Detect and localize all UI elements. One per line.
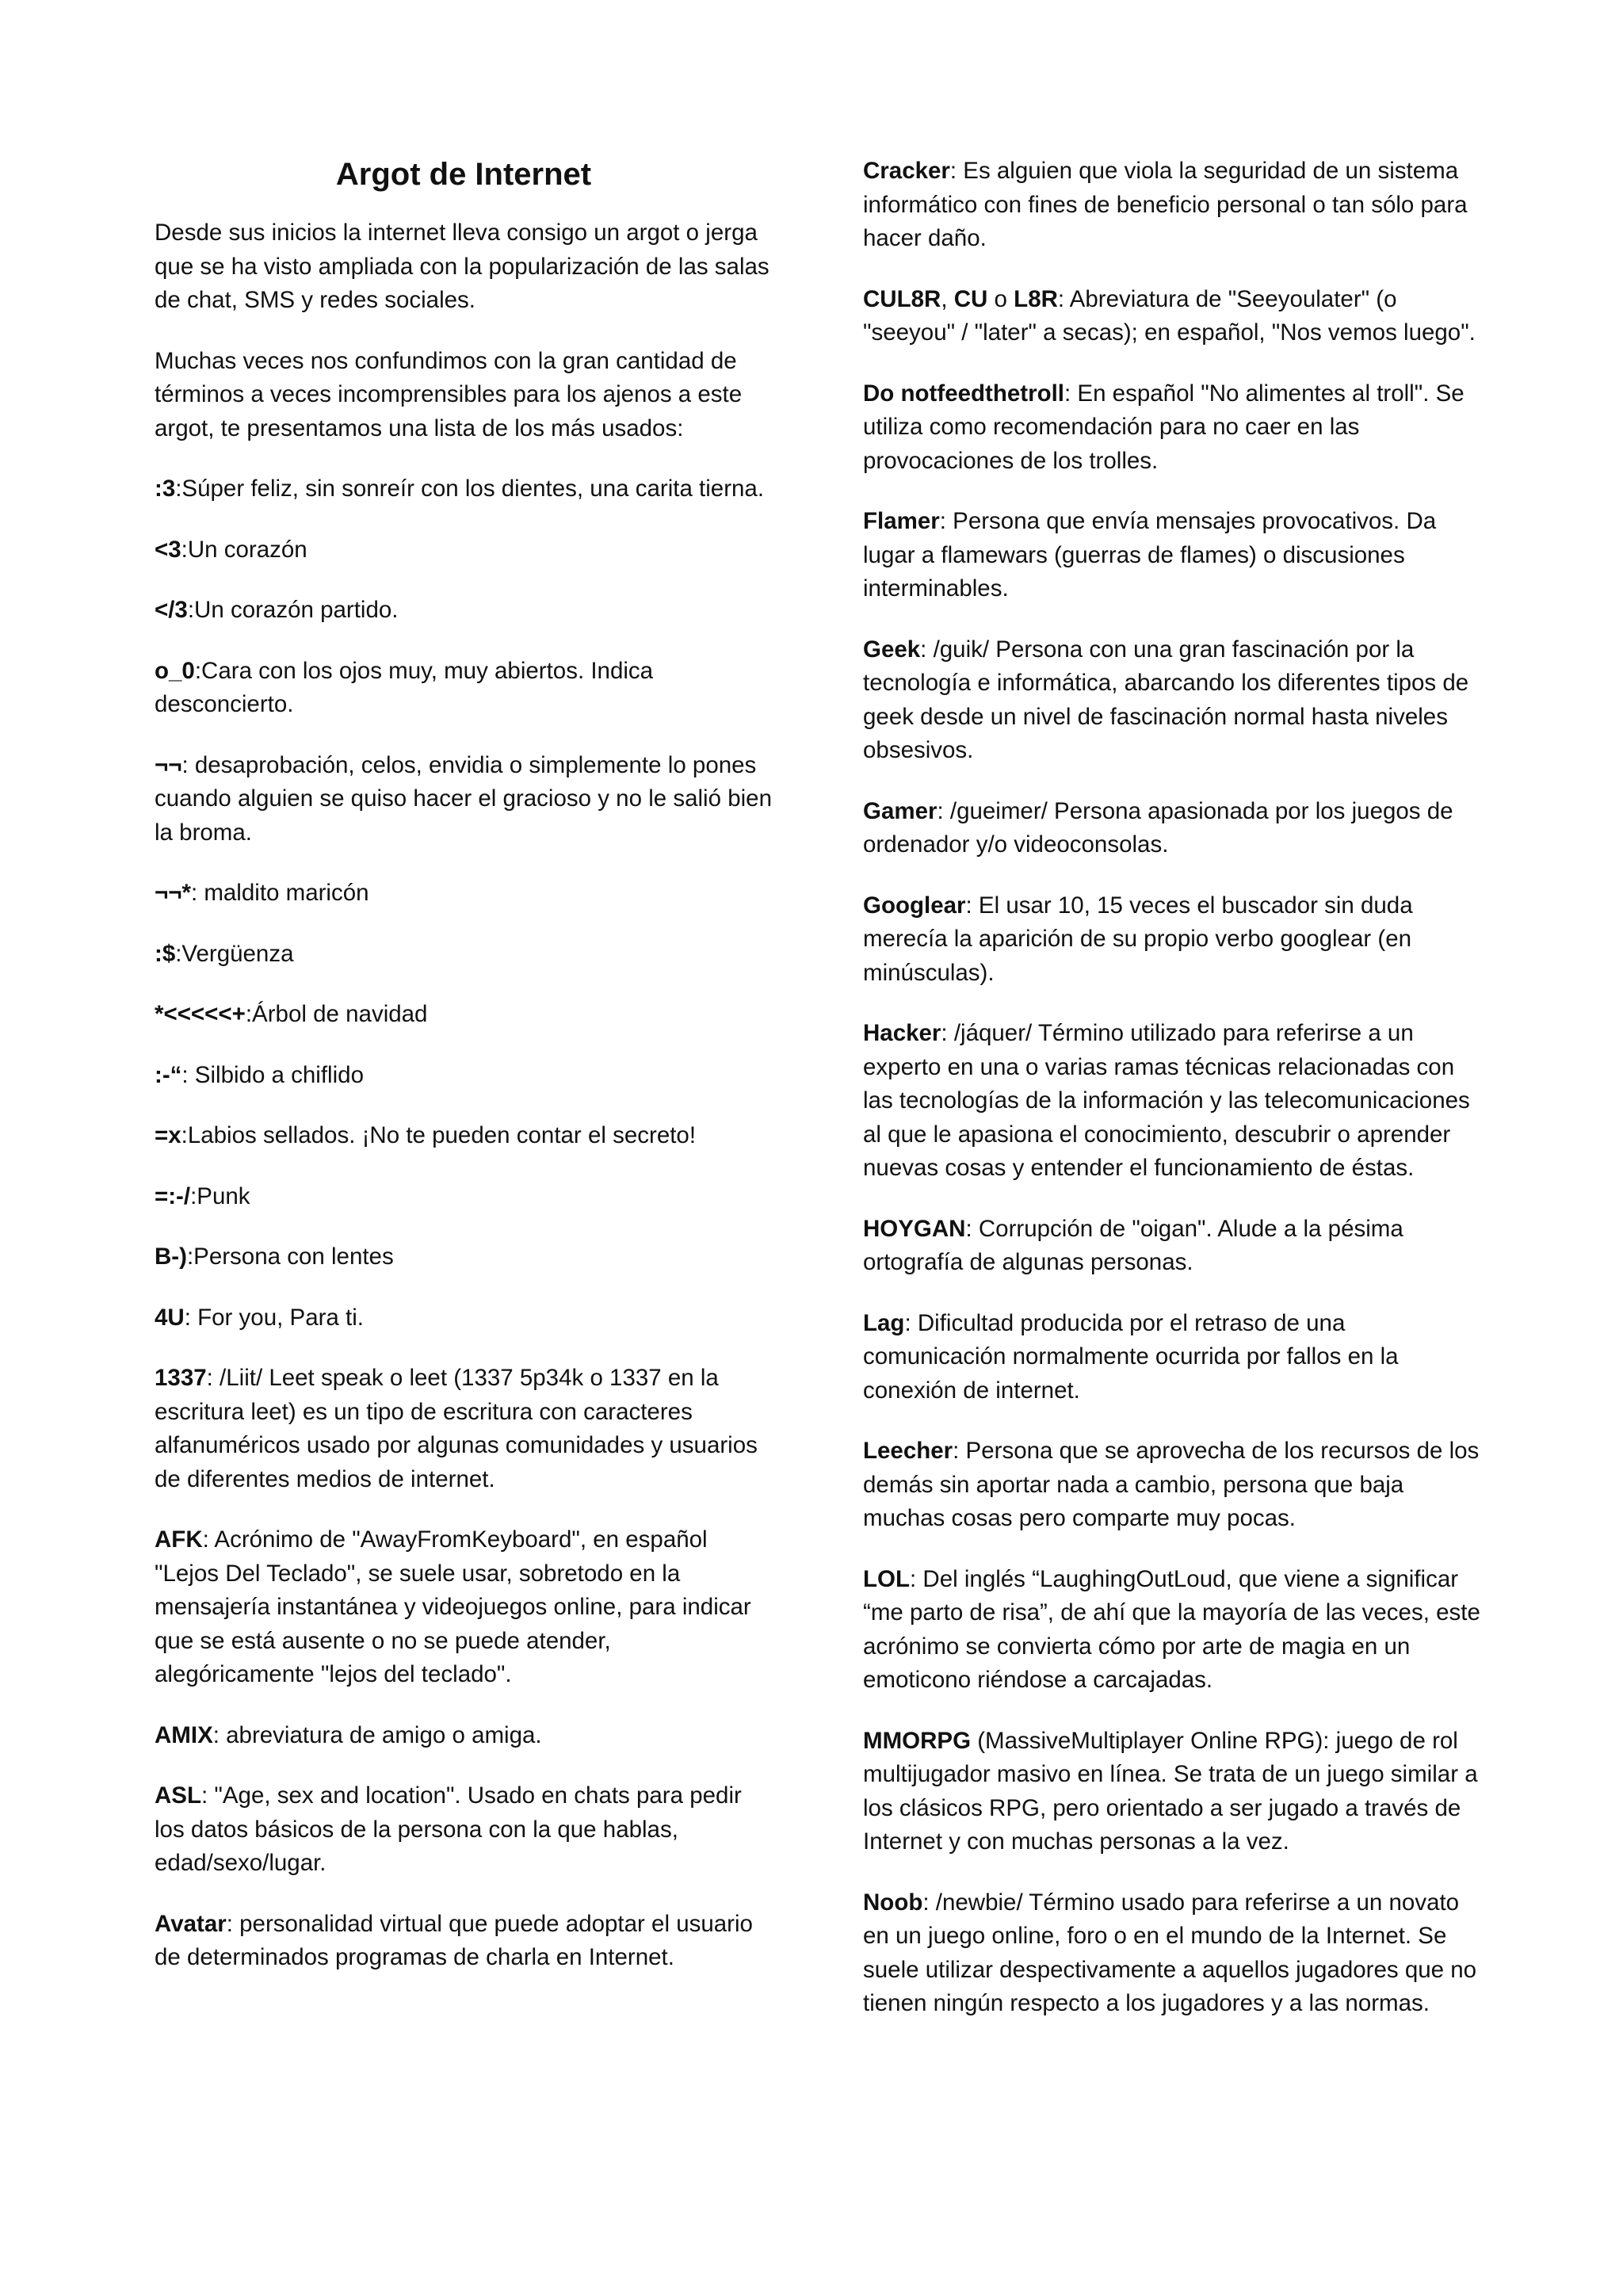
glossary-definition: : /guik/ Persona con una gran fascinación por la tecnología e informática, abarcando los diferentes tipos de geek desde un nivel de fascinación normal hasta niveles obsesivos. <box>863 636 1469 763</box>
glossary-definition: : abreviatura de amigo o amiga. <box>212 1721 542 1748</box>
glossary-term: Geek <box>863 636 921 663</box>
glossary-entry <box>155 594 773 628</box>
glossary-definition: :Un corazón partido. <box>187 597 399 623</box>
glossary-list-left <box>155 472 773 1975</box>
glossary-term: Cracker <box>863 158 950 184</box>
glossary-entry <box>155 1180 773 1214</box>
glossary-term: CUL8R <box>863 285 941 312</box>
glossary-entry <box>155 1240 773 1274</box>
glossary-entry <box>863 889 1481 991</box>
glossary-entry <box>155 877 773 911</box>
glossary-entry <box>155 1362 773 1496</box>
glossary-entry <box>155 1523 773 1692</box>
glossary-entry <box>863 377 1481 479</box>
glossary-term: L8R <box>1014 285 1058 312</box>
glossary-definition: :Cara con los ojos muy, muy abiertos. Indica desconcierto. <box>155 657 654 717</box>
glossary-definition: : Persona que se aprovecha de los recursos de los demás sin aportar nada a cambio, persona que baja muchas cosas pero comparte muy pocas. <box>863 1438 1480 1531</box>
glossary-definition: : desaprobación, celos, envidia o simplemente lo pones cuando alguien se quiso hacer el gracioso y no le salió bien la broma. <box>155 751 772 846</box>
glossary-definition: : Dificultad producida por el retraso de una comunicación normalmente ocurrida por fallos en la conexión de internet. <box>863 1309 1399 1404</box>
glossary-definition: :Labios sellados. ¡No te pueden contar el secreto! <box>181 1122 697 1148</box>
glossary-entry <box>863 155 1481 256</box>
glossary-definition: :Súper feliz, sin sonreír con los dientes, una carita tierna. <box>175 476 765 502</box>
glossary-definition: : Es alguien que viola la seguridad de un sistema informático con fines de beneficio personal o tan sólo para hacer daño. <box>863 158 1468 251</box>
glossary-definition: : /gueimer/ Persona apasionada por los juegos de ordenador y/o videoconsolas. <box>863 797 1453 858</box>
glossary-entry <box>863 1563 1481 1698</box>
glossary-term: Do notfeedthetroll <box>863 380 1065 407</box>
glossary-term: Hacker <box>863 1020 941 1046</box>
glossary-term: :-“ <box>155 1061 182 1088</box>
glossary-term: :3 <box>155 476 176 502</box>
glossary-definition: : /Liit/ Leet speak o leet (1337 5p34k o 1337 en la escritura leet) es un tipo de escritura con caracteres alfanuméricos usado por algunas comunidades y usuarios de diferentes medios de internet. <box>155 1365 758 1492</box>
glossary-entry <box>863 283 1481 350</box>
glossary-term: =x <box>155 1122 181 1148</box>
glossary-definition: : Del inglés “LaughingOutLoud, que viene a significar “me parto de risa”, de ahí que la mayoría de las veces, este acrónimo se convierta cómo por arte de magia en un emoticono riéndose a carcajadas. <box>863 1565 1480 1693</box>
glossary-entry <box>863 1307 1481 1408</box>
glossary-definition: : /jáquer/ Término utilizado para referirse a un experto en una o varias ramas técnicas relacionadas con las tecnologías de la información y las telecomunicaciones al que le apasiona el conocimiento, descubrir o aprender nuevas cosas y entender el funcionamiento de éstas. <box>863 1020 1470 1181</box>
glossary-entry <box>863 505 1481 606</box>
glossary-definition: : Silbido a chiflido <box>181 1061 364 1088</box>
glossary-entry <box>155 998 773 1032</box>
glossary-term: MMORPG <box>863 1727 972 1754</box>
intro-paragraph: Muchas veces nos confundimos con la gran cantidad de términos a veces incomprensibles para los ajenos a este argot, te presentamos una lista de los más usados: <box>155 347 743 441</box>
glossary-term: Noob <box>863 1889 923 1916</box>
glossary-entry <box>155 472 773 506</box>
glossary-term: Gamer <box>863 797 938 824</box>
glossary-list-right <box>863 155 1481 2021</box>
glossary-entry <box>155 533 773 567</box>
glossary-term: ¬¬* <box>155 880 191 906</box>
glossary-entry <box>863 1886 1481 2021</box>
glossary-term: HOYGAN <box>863 1215 966 1242</box>
glossary-definition: : For you, Para ti. <box>184 1304 364 1331</box>
page-title: Argot de Internet <box>335 157 592 192</box>
glossary-entry <box>155 1719 773 1753</box>
glossary-term: =:-/ <box>155 1182 191 1209</box>
glossary-term: B-) <box>155 1244 187 1270</box>
term-separator: , <box>941 285 954 312</box>
glossary-entry <box>155 1059 773 1093</box>
glossary-definition: (MassiveMultiplayer Online RPG): juego de rol multijugador masivo en línea. Se trata de un juego similar a los clásicos RPG, pero orientado a ser jugado a través de Internet y con muchas personas a la vez. <box>863 1727 1478 1855</box>
glossary-definition: :Vergüenza <box>175 940 294 967</box>
intro-paragraph: Desde sus inicios la internet lleva consigo un argot o jerga que se ha visto ampliada con la popularización de las salas de chat, SMS y redes sociales. <box>155 220 769 313</box>
glossary-entry <box>155 655 773 722</box>
glossary-term: 4U <box>155 1304 185 1331</box>
glossary-term: Googlear <box>863 892 966 919</box>
glossary-entry <box>155 749 773 850</box>
glossary-entry <box>155 1301 773 1335</box>
glossary-term: :$ <box>155 940 176 967</box>
glossary-term: Lag <box>863 1309 905 1336</box>
glossary-definition: : Abreviatura de "Seeyoulater" (o "seeyou" / "later" a secas); en español, "Nos vemos luego". <box>863 285 1476 346</box>
glossary-definition: :Persona con lentes <box>186 1244 394 1270</box>
glossary-entry <box>155 1908 773 1975</box>
glossary-term: Avatar <box>155 1910 227 1937</box>
glossary-entry <box>863 633 1481 768</box>
glossary-entry <box>863 1213 1481 1280</box>
glossary-definition: : personalidad virtual que puede adoptar el usuario de determinados programas de charla en Internet. <box>155 1910 753 1970</box>
glossary-definition: :Árbol de navidad <box>245 1001 428 1027</box>
glossary-term: Leecher <box>863 1438 953 1464</box>
glossary-definition: : maldito maricón <box>190 880 369 906</box>
glossary-definition: : /newbie/ Término usado para referirse a un novato en un juego online, foro o en el mundo de la Internet. Se suele utilizar despectivamente a aquellos jugadores que no tienen ningún respecto a los jugadores y a las normas. <box>863 1889 1477 2016</box>
right-column <box>863 155 1481 2048</box>
glossary-entry <box>863 1435 1481 1536</box>
glossary-term: LOL <box>863 1565 910 1592</box>
glossary-term: 1337 <box>155 1365 207 1391</box>
left-column <box>155 155 773 2002</box>
glossary-term: <3 <box>155 536 181 563</box>
glossary-definition: : Corrupción de "oigan". Alude a la pésima ortografía de algunas personas. <box>863 1215 1403 1275</box>
glossary-definition: : El usar 10, 15 veces el buscador sin duda merecía la aparición de su propio verbo googlear (en minúsculas). <box>863 892 1413 986</box>
glossary-entry <box>863 795 1481 862</box>
glossary-entry <box>155 938 773 972</box>
glossary-definition: :Punk <box>190 1182 250 1209</box>
glossary-entry <box>863 1017 1481 1186</box>
glossary-definition: : Persona que envía mensajes provocativos. Da lugar a flamewars (guerras de flames) o discusiones interminables. <box>863 508 1437 602</box>
glossary-term: Flamer <box>863 508 940 534</box>
glossary-term: ASL <box>155 1782 201 1809</box>
glossary-entry <box>863 1725 1481 1859</box>
glossary-term: o_0 <box>155 657 195 684</box>
glossary-definition: : Acrónimo de "AwayFromKeyboard", en español "Lejos Del Teclado", se suele usar, sobretodo en la mensajería instantánea y videojuegos online, para indicar que se está ausente o no se puede atender, alegóricamente "lejos del teclado". <box>155 1526 751 1687</box>
glossary-term: *<<<<<+ <box>155 1001 246 1027</box>
glossary-entry <box>155 1779 773 1881</box>
glossary-term: AMIX <box>155 1721 213 1748</box>
glossary-term: AFK <box>155 1526 203 1553</box>
glossary-definition: : "Age, sex and location". Usado en chats para pedir los datos básicos de la persona con la que hablas, edad/sexo/lugar. <box>155 1782 742 1876</box>
glossary-definition: :Un corazón <box>181 536 307 563</box>
glossary-term: CU <box>953 285 988 312</box>
glossary-entry <box>155 1119 773 1153</box>
glossary-definition: : En español "No alimentes al troll". Se utiliza como recomendación para no caer en las provocaciones de los trolles. <box>863 380 1465 474</box>
glossary-term: ¬¬ <box>155 751 182 778</box>
glossary-term: </3 <box>155 597 188 623</box>
term-separator: o <box>987 285 1014 312</box>
